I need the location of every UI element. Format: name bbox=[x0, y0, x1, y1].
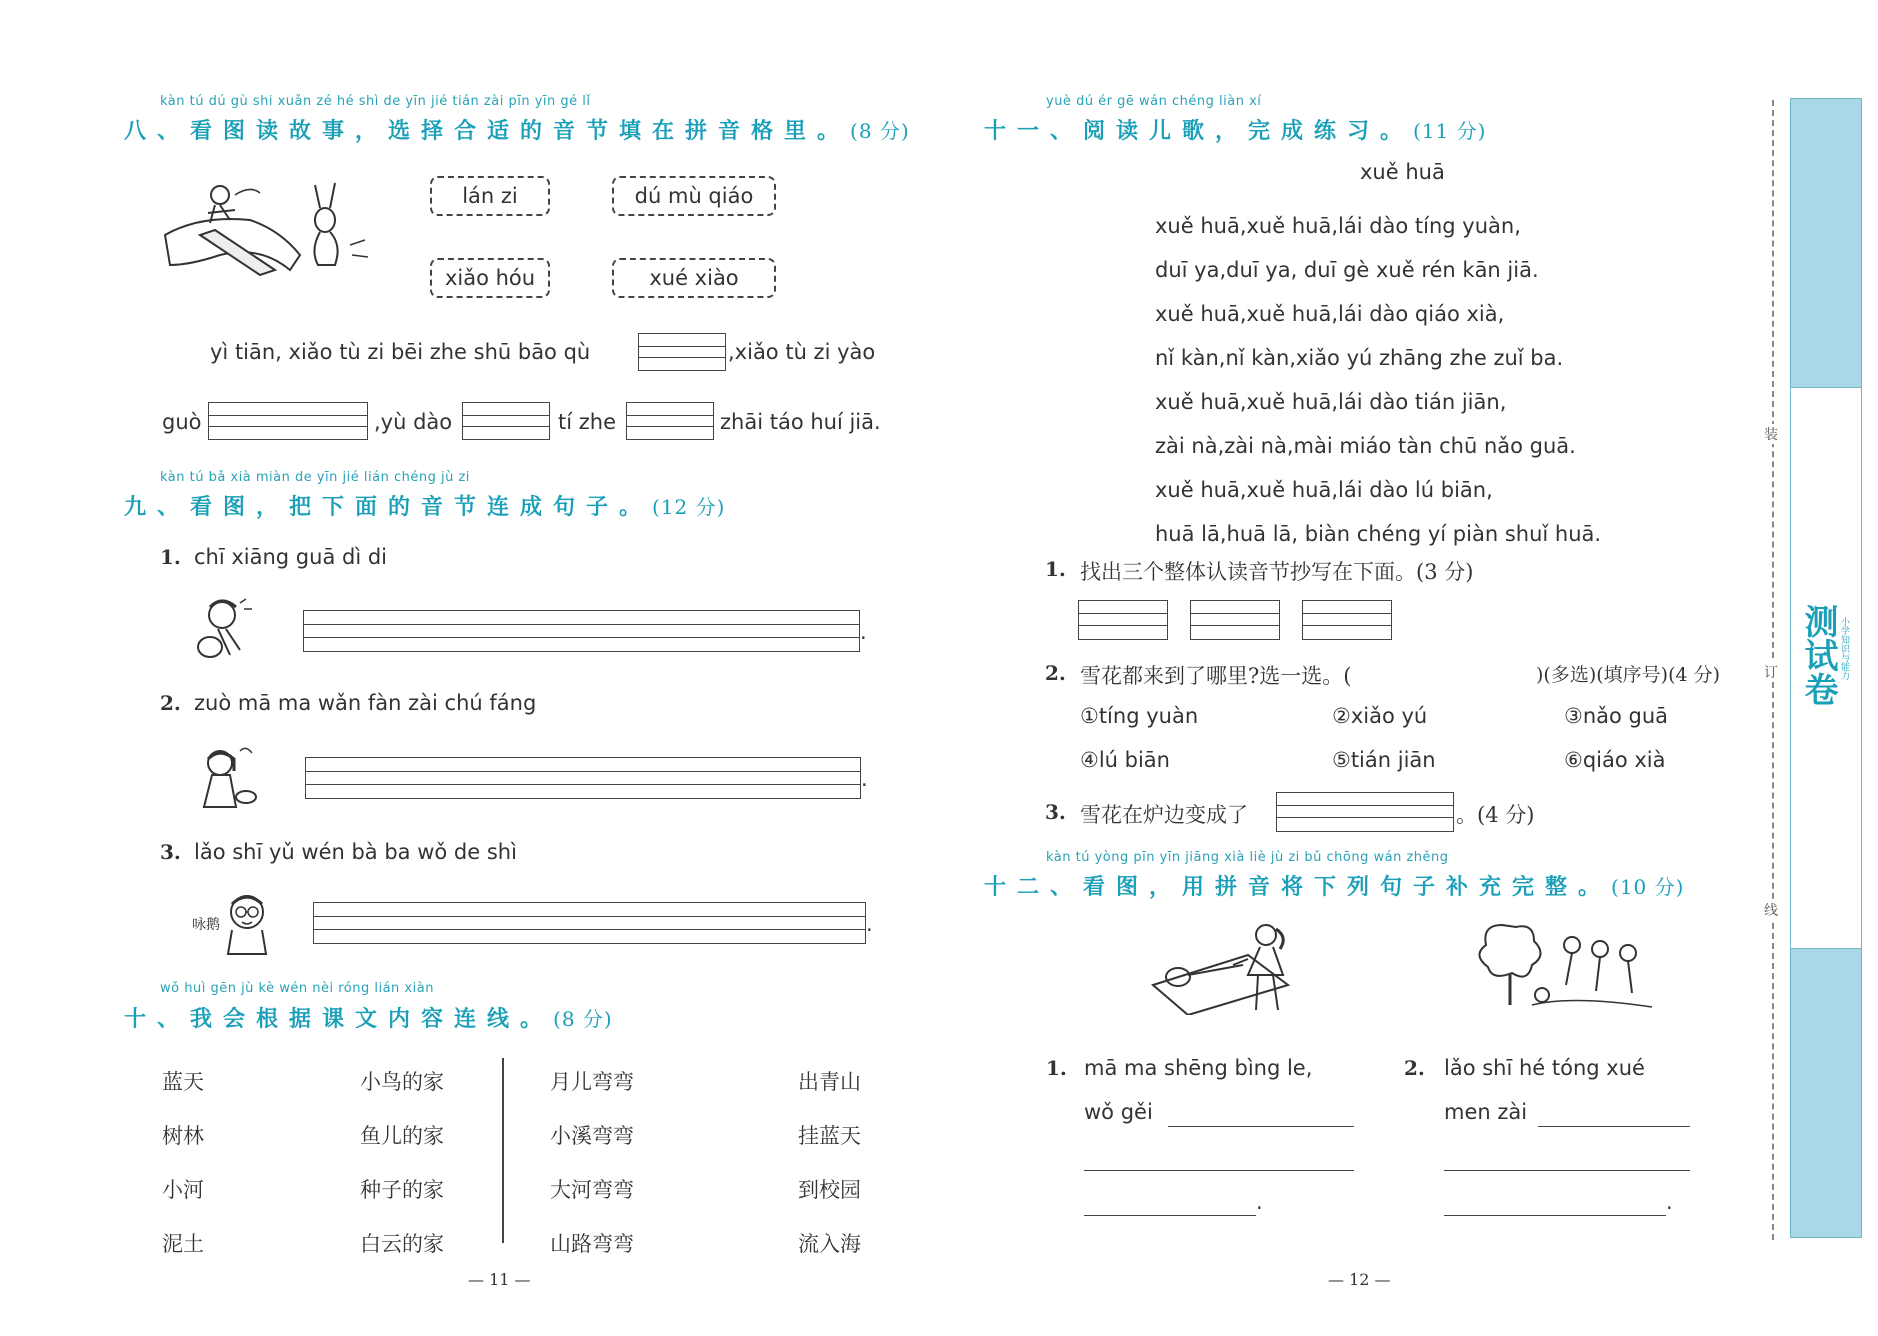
sec12-score: (10 分) bbox=[1611, 875, 1685, 899]
sec10-score: (8 分) bbox=[553, 1007, 613, 1031]
answer-line[interactable] bbox=[1084, 1215, 1256, 1216]
poem-line: nǐ kàn,nǐ kàn,xiǎo yú zhāng zhe zuǐ ba. bbox=[1155, 346, 1564, 370]
sec9-item1-text: chī xiāng guā dì di bbox=[194, 545, 387, 569]
sec11-q3-text-a: 雪花在炉边变成了 bbox=[1080, 803, 1248, 827]
sec9-heading bbox=[124, 490, 725, 521]
match-item[interactable]: 种子的家 bbox=[360, 1178, 444, 1202]
sec12-item2-line1: lǎo shī hé tóng xué bbox=[1444, 1056, 1645, 1080]
match-col4 bbox=[798, 1055, 861, 1271]
sec11-q1-num: 1. bbox=[1045, 557, 1066, 581]
poem-line: xuě huā,xuě huā,lái dào tián jiān, bbox=[1155, 390, 1507, 414]
sec10-heading bbox=[124, 1002, 613, 1033]
match-item[interactable]: 鱼儿的家 bbox=[360, 1124, 444, 1148]
poem-body bbox=[1155, 204, 1601, 556]
poem-line: duī ya,duī ya, duī gè xuě rén kān jiā. bbox=[1155, 258, 1539, 282]
answer-grid-11-1c[interactable] bbox=[1302, 600, 1392, 640]
sec9-title: 九、看图，把下面的音节连成句子。 bbox=[124, 494, 653, 520]
page-number-right: — 12 — bbox=[1328, 1270, 1391, 1289]
match-item[interactable]: 大河弯弯 bbox=[550, 1178, 634, 1202]
sec10-pinyin: wǒ huì gēn jù kè wén nèi róng lián xiàn bbox=[160, 981, 434, 996]
sec12-title: 十二、看图，用拼音将下列句子补充完整。 bbox=[984, 874, 1612, 900]
option-du-mu-qiao: dú mù qiáo bbox=[612, 176, 776, 216]
choice-option: ⑤tián jiān bbox=[1332, 748, 1436, 772]
teacher-students-planting-illustration bbox=[1472, 915, 1662, 1015]
answer-grid-9-1[interactable] bbox=[303, 610, 860, 652]
poem-line: xuě huā,xuě huā,lái dào tíng yuàn, bbox=[1155, 214, 1521, 238]
option-xiao-hou: xiǎo hóu bbox=[430, 258, 550, 298]
period: . bbox=[1666, 1190, 1673, 1214]
sec12-pinyin: kàn tú yòng pīn yīn jiāng xià liè jù zi bǔ chōng wán zhěng bbox=[1046, 850, 1449, 865]
sec9-pinyin: kàn tú bǎ xià miàn de yīn jié lián chéng jù zi bbox=[160, 470, 470, 485]
answer-grid-9-2[interactable] bbox=[305, 757, 861, 799]
answer-line[interactable] bbox=[1168, 1126, 1354, 1127]
sec9-item3-text: lǎo shī yǔ wén bà ba wǒ de shì bbox=[194, 840, 517, 864]
match-item[interactable]: 挂蓝天 bbox=[798, 1124, 861, 1148]
sec8-line2-b: ,yù dào bbox=[374, 410, 453, 434]
sec8-line1-b: ,xiǎo tù zi yào bbox=[728, 340, 876, 364]
sec11-pinyin: yuè dú ér gē wán chéng liàn xí bbox=[1046, 94, 1262, 109]
child-eating-melon-illustration bbox=[190, 595, 260, 665]
sec11-q3-num: 3. bbox=[1045, 800, 1066, 824]
sec12-item2-num: 2. bbox=[1404, 1056, 1425, 1080]
sec11-q2-num: 2. bbox=[1045, 661, 1066, 685]
rabbit-monkey-illustration bbox=[160, 175, 380, 295]
match-item[interactable]: 树林 bbox=[162, 1124, 204, 1148]
sec8-line1-a: yì tiān, xiǎo tù zi bēi zhe shū bāo qù bbox=[210, 340, 591, 364]
sec9-item1-num: 1. bbox=[160, 545, 181, 569]
sec8-line2-a: guò bbox=[162, 410, 202, 434]
sec12-item1-line1: mā ma shēng bìng le, bbox=[1084, 1056, 1313, 1080]
match-item[interactable]: 小鸟的家 bbox=[360, 1070, 444, 1094]
page-number-left: — 11 — bbox=[468, 1270, 531, 1289]
match-col3 bbox=[550, 1055, 634, 1271]
teacher-with-glasses-illustration bbox=[222, 890, 272, 955]
sec12-item2-line2: men zài bbox=[1444, 1100, 1528, 1124]
sec8-line2-d: zhāi táo huí jiā. bbox=[720, 410, 881, 434]
match-item[interactable]: 山路弯弯 bbox=[550, 1232, 634, 1256]
sec11-q2-text-a: 雪花都来到了哪里?选一选。( bbox=[1080, 664, 1352, 688]
sec8-heading bbox=[124, 114, 910, 145]
answer-grid-11-1b[interactable] bbox=[1190, 600, 1280, 640]
choice-option: ③nǎo guā bbox=[1564, 704, 1669, 728]
period: . bbox=[861, 767, 868, 791]
side-tab bbox=[1790, 98, 1862, 1238]
option-xue-xiao: xué xiào bbox=[612, 258, 776, 298]
sec8-pinyin: kàn tú dú gù shi xuǎn zé hé shì de yīn jié tián zài pīn yīn gé lǐ bbox=[160, 94, 591, 109]
sec9-item2-text: zuò mā ma wǎn fàn zài chú fáng bbox=[194, 691, 537, 715]
period: . bbox=[866, 912, 873, 936]
pinyin-grid-2[interactable] bbox=[208, 402, 368, 440]
mother-cooking-illustration bbox=[190, 745, 260, 815]
sec9-item2-num: 2. bbox=[160, 691, 181, 715]
sec11-score: (11 分) bbox=[1413, 119, 1487, 143]
sec8-score: (8 分) bbox=[850, 119, 910, 143]
match-item[interactable]: 蓝天 bbox=[162, 1070, 204, 1094]
match-item[interactable]: 月儿弯弯 bbox=[550, 1070, 634, 1094]
answer-line[interactable] bbox=[1444, 1215, 1666, 1216]
poem-title: xuě huā bbox=[1360, 160, 1445, 184]
choice-option: ①tíng yuàn bbox=[1080, 704, 1199, 728]
choice-option: ②xiǎo yú bbox=[1332, 704, 1428, 728]
sec11-heading bbox=[984, 114, 1486, 145]
match-col2 bbox=[360, 1055, 444, 1271]
sec12-heading bbox=[984, 870, 1684, 901]
sec11-title: 十一、阅读儿歌，完成练习。 bbox=[984, 118, 1414, 144]
side-tab-title: 测试卷 bbox=[1798, 604, 1838, 706]
sec8-line2-c: tí zhe bbox=[558, 410, 616, 434]
poem-line: zài nà,zài nà,mài miáo tàn chū nǎo guā. bbox=[1155, 434, 1576, 458]
match-item[interactable]: 流入海 bbox=[798, 1232, 861, 1256]
pinyin-grid-4[interactable] bbox=[626, 402, 714, 440]
pinyin-grid-3[interactable] bbox=[462, 402, 550, 440]
poem-line: xuě huā,xuě huā,lái dào qiáo xià, bbox=[1155, 302, 1505, 326]
binding-mark: 装 bbox=[1764, 424, 1778, 444]
poem-line: huā lā,huā lā, biàn chéng yí piàn shuǐ huā. bbox=[1155, 522, 1602, 546]
period: . bbox=[1256, 1190, 1263, 1214]
sec8-title: 八、看图读故事，选择合适的音节填在拼音格里。 bbox=[124, 118, 851, 144]
choice-option: ④lú biān bbox=[1080, 748, 1170, 772]
match-item[interactable]: 小河 bbox=[162, 1178, 204, 1202]
sec9-item3-num: 3. bbox=[160, 840, 181, 864]
binding-mark: 线 bbox=[1764, 900, 1778, 920]
sec12-item1-num: 1. bbox=[1046, 1056, 1067, 1080]
sec9-score: (12 分) bbox=[652, 495, 726, 519]
answer-grid-11-3[interactable] bbox=[1276, 792, 1454, 832]
sec10-title: 十、我会根据课文内容连线。 bbox=[124, 1006, 554, 1032]
match-col1 bbox=[162, 1055, 204, 1271]
poem-caption: 咏鹅 bbox=[192, 917, 220, 933]
side-tab-subtitle: 小学知识与能力 bbox=[1839, 617, 1849, 680]
choice-option: ⑥qiáo xià bbox=[1564, 748, 1666, 772]
match-item[interactable]: 泥土 bbox=[162, 1232, 204, 1256]
sick-mother-illustration bbox=[1148, 915, 1308, 1015]
match-item[interactable]: 到校园 bbox=[798, 1178, 861, 1202]
sec11-q3-text-b: 。(4 分) bbox=[1456, 803, 1535, 827]
sec12-item1-line2: wǒ gěi bbox=[1084, 1100, 1153, 1124]
binding-mark: 订 bbox=[1764, 662, 1778, 682]
match-item[interactable]: 小溪弯弯 bbox=[550, 1124, 634, 1148]
poem-line: xuě huā,xuě huā,lái dào lú biān, bbox=[1155, 478, 1493, 502]
match-item[interactable]: 白云的家 bbox=[360, 1232, 444, 1256]
answer-grid-11-1a[interactable] bbox=[1078, 600, 1168, 640]
option-lan-zi: lán zi bbox=[430, 176, 550, 216]
pinyin-grid-1[interactable] bbox=[638, 333, 726, 371]
answer-line[interactable] bbox=[1444, 1170, 1690, 1171]
answer-line[interactable] bbox=[1084, 1170, 1354, 1171]
sec11-q2-answer-blank[interactable] bbox=[1388, 660, 1536, 688]
answer-grid-9-3[interactable] bbox=[313, 902, 866, 944]
sec11-q1-text: 找出三个整体认读音节抄写在下面。(3 分) bbox=[1080, 560, 1474, 584]
period: . bbox=[860, 620, 867, 644]
match-divider bbox=[502, 1058, 504, 1243]
sec11-q2-text-b: )(多选)(填序号)(4 分) bbox=[1536, 664, 1721, 686]
answer-line[interactable] bbox=[1538, 1126, 1690, 1127]
match-item[interactable]: 出青山 bbox=[798, 1070, 861, 1094]
